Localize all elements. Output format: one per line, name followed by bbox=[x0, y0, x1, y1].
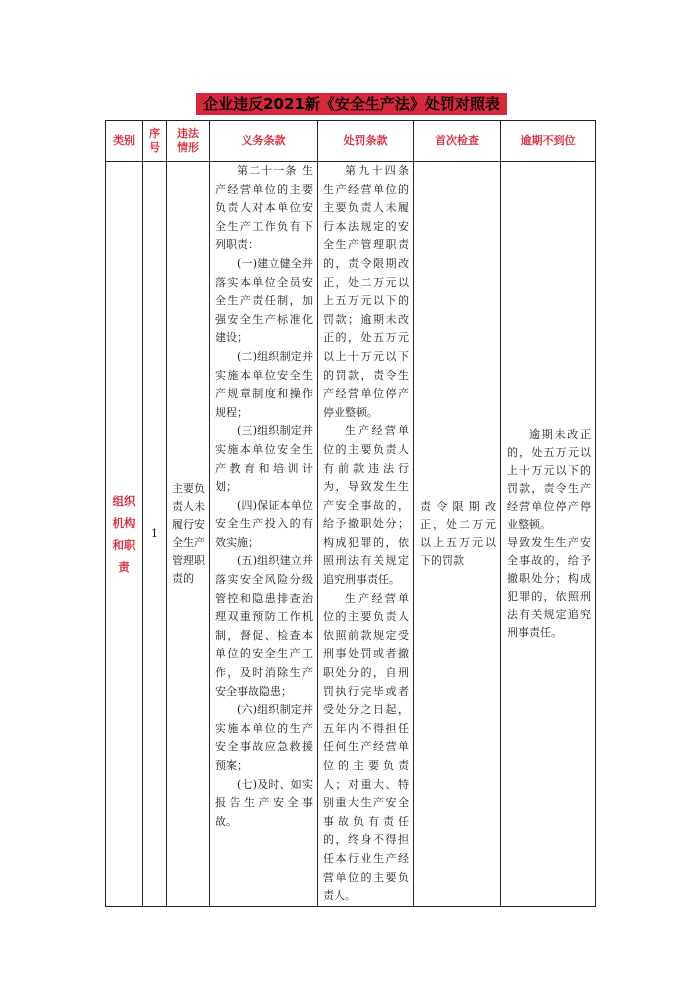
overdue-cell bbox=[501, 162, 596, 907]
page-title: 企业违反2021新《安全生产法》处罚对照表 bbox=[196, 93, 507, 115]
header-first-check: 首次检查 bbox=[414, 121, 501, 162]
first-check-cell bbox=[414, 162, 501, 907]
duty-paragraph: (二)组织制定并实施本单位安全生产规章制度和操作规程； bbox=[215, 349, 313, 419]
first-check-text: 责令限期改正，处二万元以上五万元以下的罚款 bbox=[420, 499, 496, 567]
violation-text: 主要负责人未履行安全生产管理职责的 bbox=[172, 481, 205, 585]
duty-paragraph: (三)组织制定并实施本单位安全生产教育和培训计划； bbox=[215, 424, 313, 494]
seq-cell: 1 bbox=[143, 162, 167, 907]
duty-paragraph: (四)保证本单位安全生产投入的有效实施； bbox=[215, 498, 313, 549]
duty-paragraph: 第二十一条 生产经营单位的主要负责人对本单位安全生产工作负有下列职责： bbox=[215, 164, 313, 252]
table-header-row bbox=[106, 121, 596, 162]
penalty-cell bbox=[318, 162, 414, 907]
penalty-paragraph: 生产经营单位的主要负责人有前款违法行为，导致发生生产安全事故的，给予撤职处分；构成犯罪的，依照刑法有关规定追究刑事责任。 bbox=[323, 424, 409, 587]
header-violation: 违法情形 bbox=[167, 121, 210, 162]
penalty-text bbox=[318, 162, 413, 906]
violation-cell bbox=[167, 162, 210, 907]
header-duty: 义务条款 bbox=[210, 121, 318, 162]
duty-paragraph: (五)组织建立并落实安全风险分级管控和隐患排查治理双重预防工作机制，督促、检查本单位的安全生产工作，及时消除生产安全事故隐患； bbox=[215, 554, 313, 698]
penalty-comparison-table bbox=[105, 120, 596, 907]
overdue-paragraph: 导致发生生产安全事故的，给予撤职处分；构成犯罪的，依照刑法有关规定追究刑事责任。 bbox=[507, 535, 591, 639]
duty-paragraph: (七)及时、如实报告生产安全事故。 bbox=[215, 777, 313, 828]
overdue-paragraph: 逾期未改正的，处五万元以上十万元以下的罚款，责令生产经营单位停产停业整顿。 bbox=[507, 427, 591, 531]
duty-cell bbox=[210, 162, 318, 907]
category-cell bbox=[106, 162, 143, 907]
overdue-text bbox=[501, 426, 595, 642]
penalty-paragraph: 第九十四条 生产经营单位的主要负责人未履行本法规定的安全生产管理职责的，责令限期改正，处二万元以上五万元以下的罚款；逾期未改正的，处五万元以上十万元以下的罚款，责令生产经营单位停产停业整顿。 bbox=[323, 164, 409, 419]
header-overdue: 逾期不到位 bbox=[501, 121, 596, 162]
header-category: 类别 bbox=[106, 121, 143, 162]
duty-paragraph: (一)建立健全并落实本单位全员安全生产责任制，加强安全生产标准化建设； bbox=[215, 256, 313, 345]
category-text: 组织机构和职责 bbox=[112, 493, 136, 574]
table-row bbox=[106, 162, 596, 907]
header-penalty: 处罚条款 bbox=[318, 121, 414, 162]
penalty-paragraph: 生产经营单位的主要负责人依照前款规定受刑事处罚或者撤职处分的，自刑罚执行完毕或者受处分之日起，五年内不得担任任何生产经营单位的主要负责人；对重大、特别重大生产安全事故负有责任的，终身不得担任本行业生产经营单位的主要负责人。 bbox=[323, 591, 409, 903]
duty-paragraph: (六)组织制定并实施本单位的生产安全事故应急救援预案； bbox=[215, 703, 313, 772]
header-seq: 序号 bbox=[143, 121, 167, 162]
duty-text bbox=[210, 162, 317, 831]
